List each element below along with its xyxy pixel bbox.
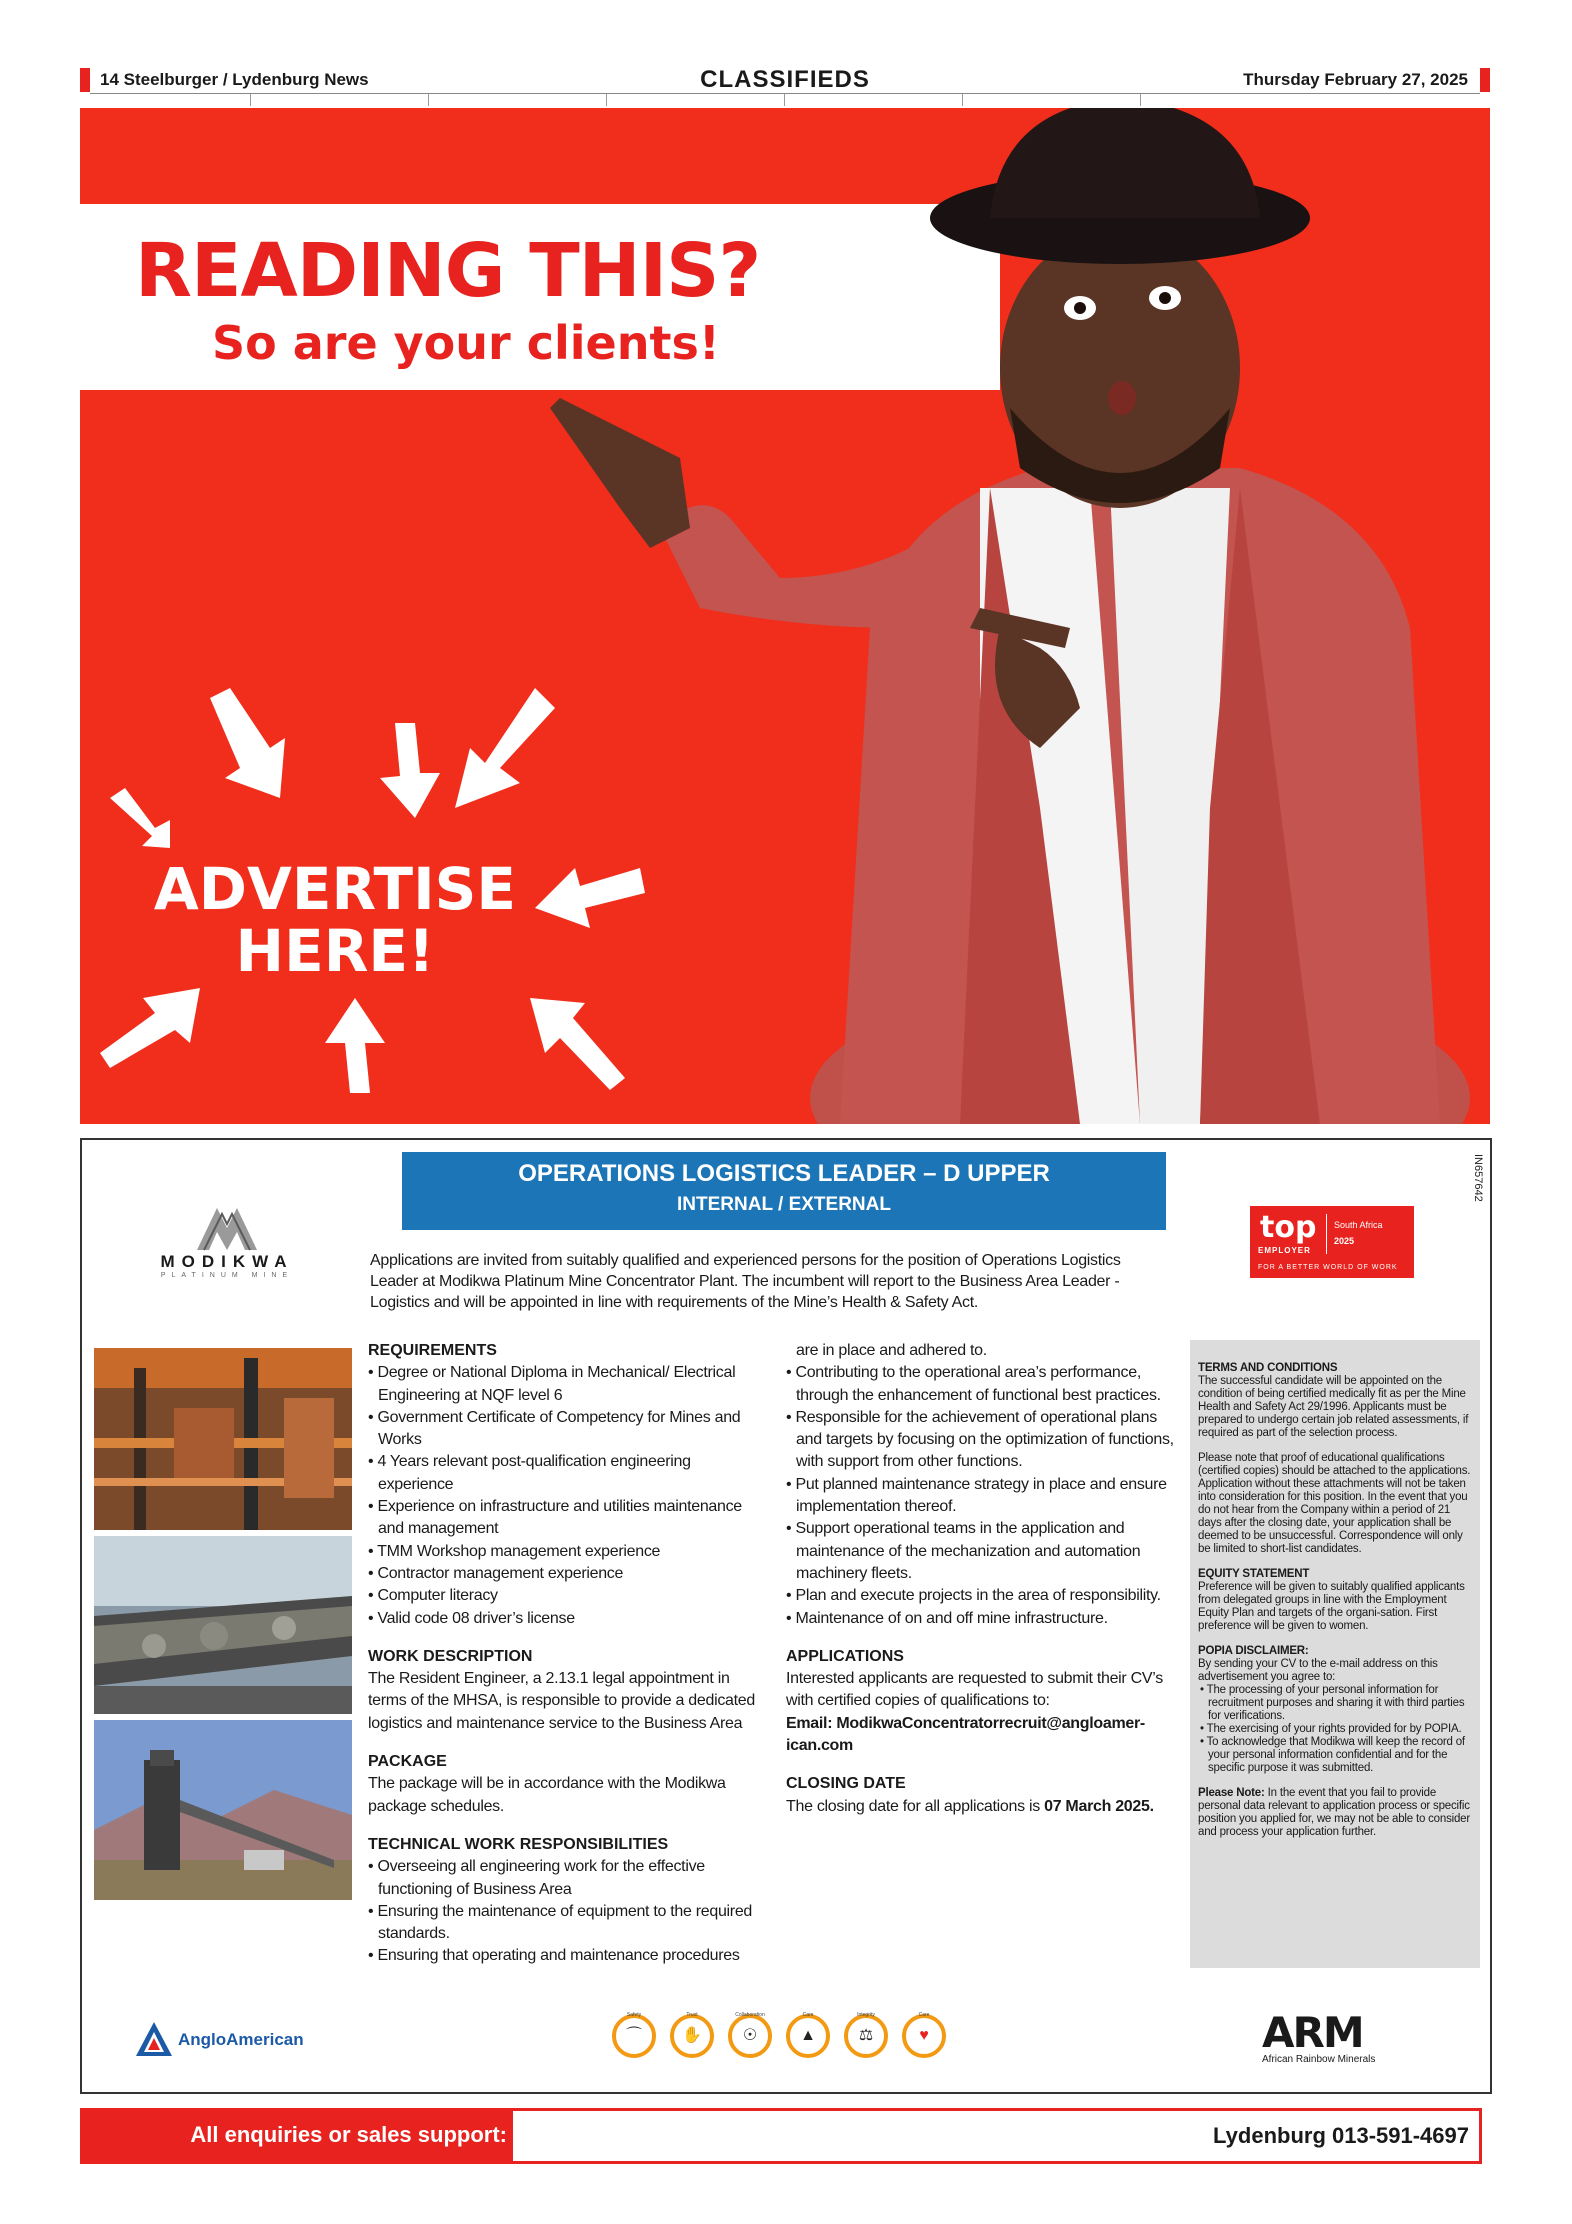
top-employer-brand: top (1260, 1210, 1317, 1245)
responsibilities-continuation: are in place and adhered to. (796, 1342, 987, 1359)
issue-date: Thursday February 27, 2025 (1243, 70, 1468, 89)
terms-text: The successful candidate will be appointed on the condition of being certified medically fit as per the Mine Health and Safety Act 29/1996. Applicants must be prepared to undergo certain job related assessments, if required as part of the selection process. (1198, 1375, 1469, 1439)
headgear-landscape-photo (94, 1720, 352, 1900)
mine-photos (94, 1348, 352, 1906)
job-subtitle: INTERNAL / EXTERNAL (677, 1194, 891, 1215)
application-email[interactable] (786, 1713, 1176, 1758)
enquiries-footer (80, 2108, 1482, 2164)
responsibilities-heading: TECHNICAL WORK RESPONSIBILITIES (368, 1835, 669, 1853)
list-item: • Computer literacy (368, 1585, 758, 1607)
package-text: The package will be in accordance with the Modikwa package schedules. (368, 1775, 726, 1815)
plant-interior-photo (94, 1348, 352, 1530)
list-item: • Responsible for the achievement of operational plans and targets by focusing on the optimization of functions, with support from other functions. (786, 1407, 1176, 1474)
list-item: • Overseeing all engineering work for the effective functioning of Business Area (368, 1856, 758, 1901)
cta-line-1: ADVERTISE (153, 855, 517, 923)
value-heart-icon: Care ♥ (902, 2014, 946, 2058)
modikwa-logo (142, 1200, 312, 1280)
company-values-icons (612, 2014, 962, 2066)
list-item: • TMM Workshop management experience (368, 1541, 758, 1563)
anglo-american-mark-icon (134, 2020, 174, 2060)
list-item: • 4 Years relevant post-qualification engineering experience (368, 1451, 758, 1496)
modikwa-logo-sub: PLATINUM MINE (160, 1272, 294, 1279)
enquiries-phone[interactable]: Lydenburg 013-591-4697 (1213, 2123, 1469, 2148)
job-intro: Applications are invited from suitably qualified and experienced persons for the position of Operations Logistics Leader at Modikwa Platinum Mine Concentrator Plant. The incumbent will report to the Business Area Leader - Logistics and will be appointed in line with requirements of the Mine’s Health & Safety Act. (370, 1252, 1121, 1311)
list-item: • Put planned maintenance strategy in place and ensure implementation thereof. (786, 1474, 1176, 1519)
value-safety-icon: Safety ⌒ (612, 2014, 656, 2058)
terms-sidebar (1190, 1340, 1480, 1968)
top-employer-badge (1250, 1206, 1414, 1278)
job-column-2 (786, 1340, 1176, 1834)
value-collaboration-icon: Collaboration ☉ (728, 2014, 772, 2058)
arm-logo-sub: African Rainbow Minerals (1262, 2054, 1376, 2065)
please-note (1198, 1787, 1472, 1839)
work-description-text: The Resident Engineer, a 2.13.1 legal appointment in terms of the MHSA, is responsible to provide a dedicated logistics and maintenance service to the Business Area (368, 1670, 755, 1732)
page-header (80, 64, 1490, 94)
value-care-icon: Care ▲ (786, 2014, 830, 2058)
modikwa-mark-icon (142, 1200, 312, 1252)
arm-logo-text: ARM (1262, 2008, 1363, 2057)
email-address[interactable]: ModikwaConcentratorrecruit@angloamer-ican.com (786, 1714, 1145, 1755)
list-item: • Government Certificate of Competency for Mines and Works (368, 1407, 758, 1452)
promo-headline: READING THIS? (135, 228, 761, 314)
enquiries-label: All enquiries or sales support: (83, 2111, 513, 2161)
requirements-heading: REQUIREMENTS (368, 1342, 497, 1359)
page-info: 14 Steelburger / Lydenburg News (100, 70, 369, 89)
arm-logo (1262, 2008, 1402, 2065)
promo-subheadline: So are your clients! (212, 316, 720, 370)
applications-text: Interested applicants are requested to submit their CV’s with certified copies of qualifications to: (786, 1670, 1163, 1710)
anglo-american-name: AngloAmerican (178, 2030, 304, 2049)
list-item: • Plan and execute projects in the area of responsibility. (786, 1585, 1176, 1607)
popia-text: By sending your CV to the e-mail address on this advertisement you agree to: (1198, 1658, 1438, 1683)
equity-text: Preference will be given to suitably qualified applicants from delegated groups in line with the Employment Equity Plan and targets of the organi-sation. First preference will be given to women. (1198, 1581, 1465, 1632)
column-ticks (250, 94, 1250, 106)
list-item: • Experience on infrastructure and utilities maintenance and management (368, 1496, 758, 1541)
job-advert (80, 1138, 1492, 2094)
responsibilities-list (368, 1856, 758, 1967)
section-title: CLASSIFIEDS (700, 66, 870, 93)
work-description-heading: WORK DESCRIPTION (368, 1647, 533, 1665)
list-item: • Valid code 08 driver’s license (368, 1608, 758, 1630)
note-label: Please Note: (1198, 1787, 1265, 1799)
terms-text-2: Please note that proof of educational qualifications (certified copies) should be attached to the applications. Application without these attachments will not be taken into consideration for this position. In the event that you do not hear from the Company within a period of 21 days after the closing date, your application shall be deemed to be unsuccessful. Correspondence will only be limited to short-list candidates. (1198, 1452, 1471, 1555)
header-red-tab-right (1480, 68, 1490, 92)
top-employer-label: EMPLOYER (1258, 1246, 1311, 1255)
job-title: OPERATIONS LOGISTICS LEADER – D UPPER (518, 1160, 1050, 1187)
advertise-here-banner (80, 108, 1490, 1124)
note-text: In the event that you fail to provide personal data relevant to application process or specific position you applied for, we may not be able to consider and process your application further. (1198, 1787, 1471, 1838)
responsibilities-list-continued (786, 1362, 1176, 1630)
equity-heading: EQUITY STATEMENT (1198, 1568, 1310, 1580)
top-employer-country: South Africa (1334, 1220, 1383, 1230)
closing-date-heading: CLOSING DATE (786, 1775, 906, 1793)
popia-list (1198, 1684, 1472, 1775)
popia-heading: POPIA DISCLAIMER: (1198, 1645, 1309, 1657)
list-item: • Degree or National Diploma in Mechanical/ Electrical Engineering at NQF level 6 (368, 1362, 758, 1407)
closing-date-lead: The closing date for all applications is (786, 1797, 1040, 1815)
closing-date-value: 07 March 2025. (1044, 1797, 1154, 1815)
anglo-american-logo (134, 2020, 304, 2060)
list-item: • To acknowledge that Modikwa will keep the record of your personal information confidential and for the specific purpose it was submitted. (1198, 1736, 1472, 1775)
modikwa-logo-name: MODIKWA (160, 1252, 294, 1271)
list-item: • Ensuring the maintenance of equipment to the required standards. (368, 1901, 758, 1946)
requirements-list (368, 1362, 758, 1630)
list-item: • Contractor management experience (368, 1563, 758, 1585)
closing-date-text (786, 1796, 1176, 1818)
package-heading: PACKAGE (368, 1753, 447, 1771)
job-title-box (402, 1152, 1166, 1230)
value-trust-icon: Trust ✋ (670, 2014, 714, 2058)
value-integrity-icon: Integrity ⚖ (844, 2014, 888, 2058)
terms-heading: TERMS AND CONDITIONS (1198, 1362, 1338, 1374)
list-item: • Maintenance of on and off mine infrastructure. (786, 1608, 1176, 1630)
list-item: • Contributing to the operational area’s performance, through the enhancement of functional best practices. (786, 1362, 1176, 1407)
job-column-1 (368, 1340, 758, 1984)
badge-divider (1326, 1214, 1327, 1254)
conveyor-ore-photo (94, 1536, 352, 1714)
cta-line-2: HERE! (235, 917, 435, 985)
list-item: • The processing of your personal information for recruitment purposes and sharing it with third parties for verifications. (1198, 1684, 1472, 1723)
applications-heading: APPLICATIONS (786, 1647, 904, 1665)
list-item: • Support operational teams in the application and maintenance of the mechanization and automation machinery fleets. (786, 1518, 1176, 1585)
list-item: • Ensuring that operating and maintenance procedures (368, 1945, 758, 1967)
list-item: • The exercising of your rights provided for by POPIA. (1198, 1723, 1472, 1736)
ad-reference-code: IN657642 (1472, 1154, 1484, 1202)
top-employer-year: 2025 (1334, 1236, 1355, 1246)
email-label: Email: (786, 1714, 833, 1732)
top-employer-tagline: FOR A BETTER WORLD OF WORK (1258, 1264, 1398, 1271)
advertise-here-text (150, 855, 520, 985)
